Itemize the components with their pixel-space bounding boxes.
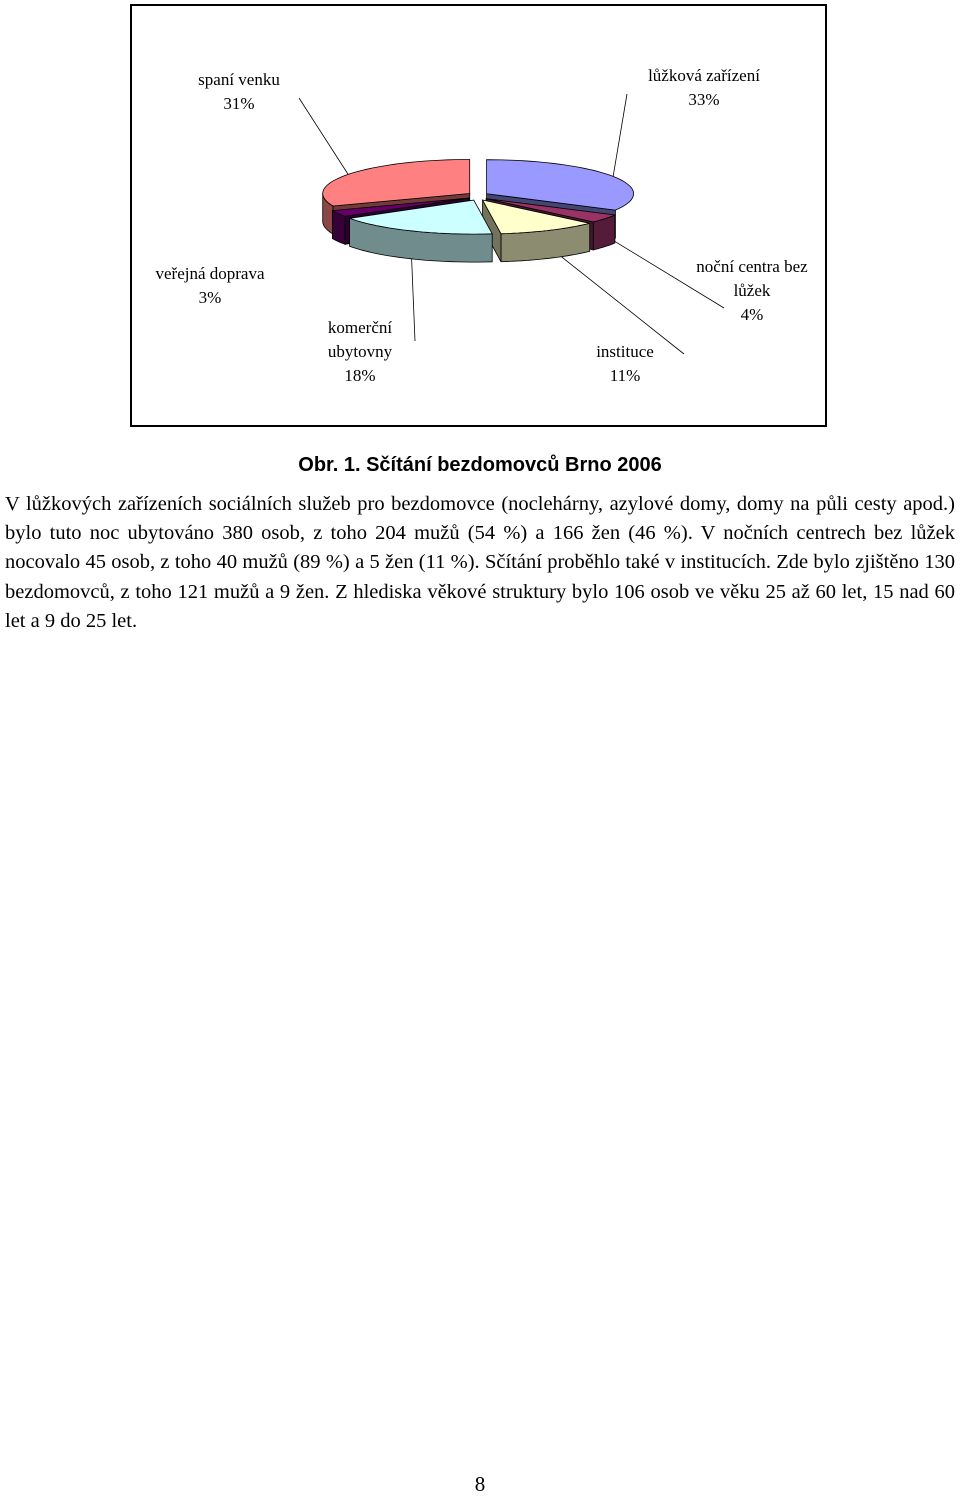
pie-label-verejna-doprava-value: 3% (198, 288, 222, 307)
pie-label-luzkova-name: lůžková zařízení (648, 66, 760, 85)
pie-label-spani-venku (169, 68, 309, 116)
pie-label-spani-venku-name: spaní venku (198, 70, 280, 89)
pie-label-instituce-value: 11% (609, 366, 641, 385)
pie-label-instituce-name: instituce (596, 342, 654, 361)
pie-leader-line-2 (549, 247, 684, 354)
pie-label-luzkova (624, 64, 784, 112)
page-number: 8 (474, 1472, 486, 1496)
pie-label-spani-venku-value: 31% (223, 94, 255, 113)
pie-label-nocni-centra-name: noční centra bez (696, 257, 808, 276)
pie-label-nocni-centra-name-2: lůžek (733, 281, 771, 300)
pie-label-komercni-name-2: ubytovny (327, 342, 393, 361)
pie-label-verejna-doprava-name: veřejná doprava (155, 264, 265, 283)
pie-label-nocni-centra-value: 4% (740, 305, 764, 324)
pie-label-instituce (575, 340, 675, 388)
pie-label-komercni-value: 18% (344, 366, 376, 385)
pie-label-komercni (305, 316, 415, 388)
pie-chart-frame (130, 4, 827, 427)
figure-caption: Obr. 1. Sčítání bezdomovců Brno 2006 (298, 454, 662, 476)
pie-label-verejna-doprava (140, 262, 280, 310)
pie-label-luzkova-value: 33% (688, 90, 720, 109)
pie-label-nocni-centra (672, 255, 832, 327)
body-paragraph: V lůžkových zařízeních sociálních služeb pro bezdomovce (noclehárny, azylové domy, domy na půli cesty apod.) bylo tuto noc ubytováno 380 osob, z toho 204 mužů (54 %) a 166 žen (46 %). V nočních centrech bez lůžek nocovalo 45 osob, z toho 40 mužů (89 %) a 5 žen (11 %). Sčítání proběhlo také v institucích. Zde bylo zjištěno 130 bezdomovců, z toho 121 mužů a 9 žen. Z hlediska věkové struktury bylo 106 osob ve věku 25 až 60 let, 15 nad 60 let a 9 do 25 let. (5, 493, 955, 632)
pie-label-komercni-name: komerční (327, 318, 393, 337)
